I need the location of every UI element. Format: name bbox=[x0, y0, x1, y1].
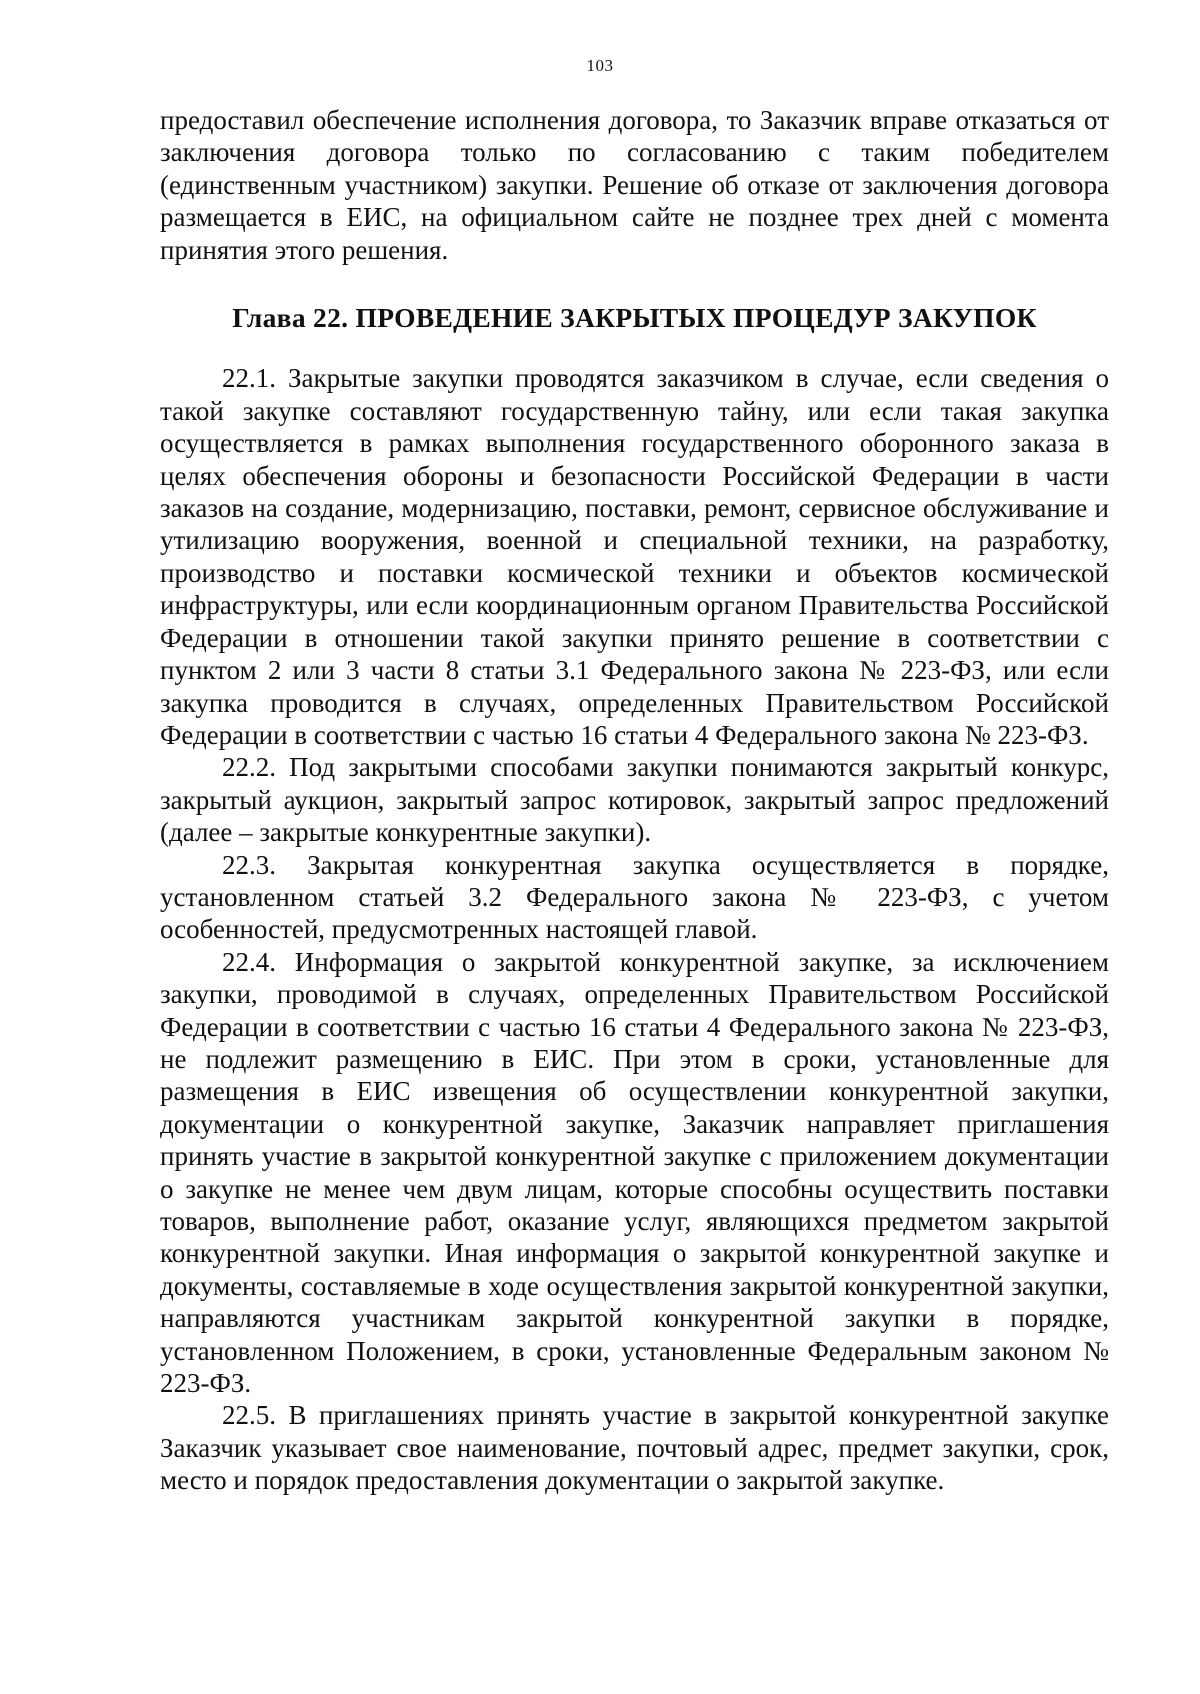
document-body bbox=[160, 104, 1109, 1497]
clause-22-4: 22.4. Информация о закрытой конкурентной закупке, за исключением закупки, проводимой в случаях, определенных Правительством Российской Федерации в соответствии с частью 16 статьи 4 Федерального закона № 223-ФЗ, не подлежит размещению в ЕИС. При этом в сроки, установленные для размещения в ЕИС извещения об осуществлении конкурентной закупки, документации о конкурентной закупке, Заказчик направляет приглашения принять участие в закрытой конкурентной закупке с приложением документации о закупке не менее чем двум лицам, которые способны осуществить поставки товаров, выполнение работ, оказание услуг, являющихся предметом закрытой конкурентной закупки. Иная информация о закрытой конкурентной закупке и документы, составляемые в ходе осуществления закрытой конкурентной закупки, направляются участникам закрытой конкурентной закупки в порядке, установленном Положением, в сроки, установленные Федеральным законом № 223-ФЗ. bbox=[160, 946, 1109, 1399]
page-number: 103 bbox=[586, 56, 614, 75]
intro-paragraph: предоставил обеспечение исполнения договора, то Заказчик вправе отказаться от заключения договора только по согласованию с таким победителем (единственным участником) закупки. Решение об отказе от заключения договора размещается в ЕИС, на официальном сайте не позднее трех дней с момента принятия этого решения. bbox=[160, 105, 1109, 265]
clause-22-3: 22.3. Закрытая конкурентная закупка осуществляется в порядке, установленном статьей 3.2 Федерального закона № 223-ФЗ, с учетом особенностей, предусмотренных настоящей главой. bbox=[160, 849, 1109, 945]
clause-22-1: 22.1. Закрытые закупки проводятся заказчиком в случае, если сведения о такой закупке составляют государственную тайну, или если такая закупка осуществляется в рамках выполнения государственного оборонного заказа в целях обеспечения обороны и безопасности Российской Федерации в части заказов на создание, модернизацию, поставки, ремонт, сервисное обслуживание и утилизацию вооружения, военной и специальной техники, на разработку, производство и поставки космической техники и объектов космической инфраструктуры, или если координационным органом Правительства Российской Федерации в отношении такой закупки принято решение в соответствии с пунктом 2 или 3 части 8 статьи 3.1 Федерального закона № 223-ФЗ, или если закупка проводится в случаях, определенных Правительством Российской Федерации в соответствии с частью 16 статьи 4 Федерального закона № 223-ФЗ. bbox=[160, 363, 1109, 750]
chapter-title: Глава 22. ПРОВЕДЕНИЕ ЗАКРЫТЫХ ПРОЦЕДУР ЗАКУПОК bbox=[232, 302, 1037, 334]
clause-22-2: 22.2. Под закрытыми способами закупки понимаются закрытый конкурс, закрытый аукцион, закрытый запрос котировок, закрытый запрос предложений (далее – закрытые конкурентные закупки). bbox=[160, 752, 1109, 848]
clause-22-5: 22.5. В приглашениях принять участие в закрытой конкурентной закупке Заказчик указывает свое наименование, почтовый адрес, предмет закупки, срок, место и порядок предоставления документации о закрытой закупке. bbox=[160, 1400, 1109, 1496]
